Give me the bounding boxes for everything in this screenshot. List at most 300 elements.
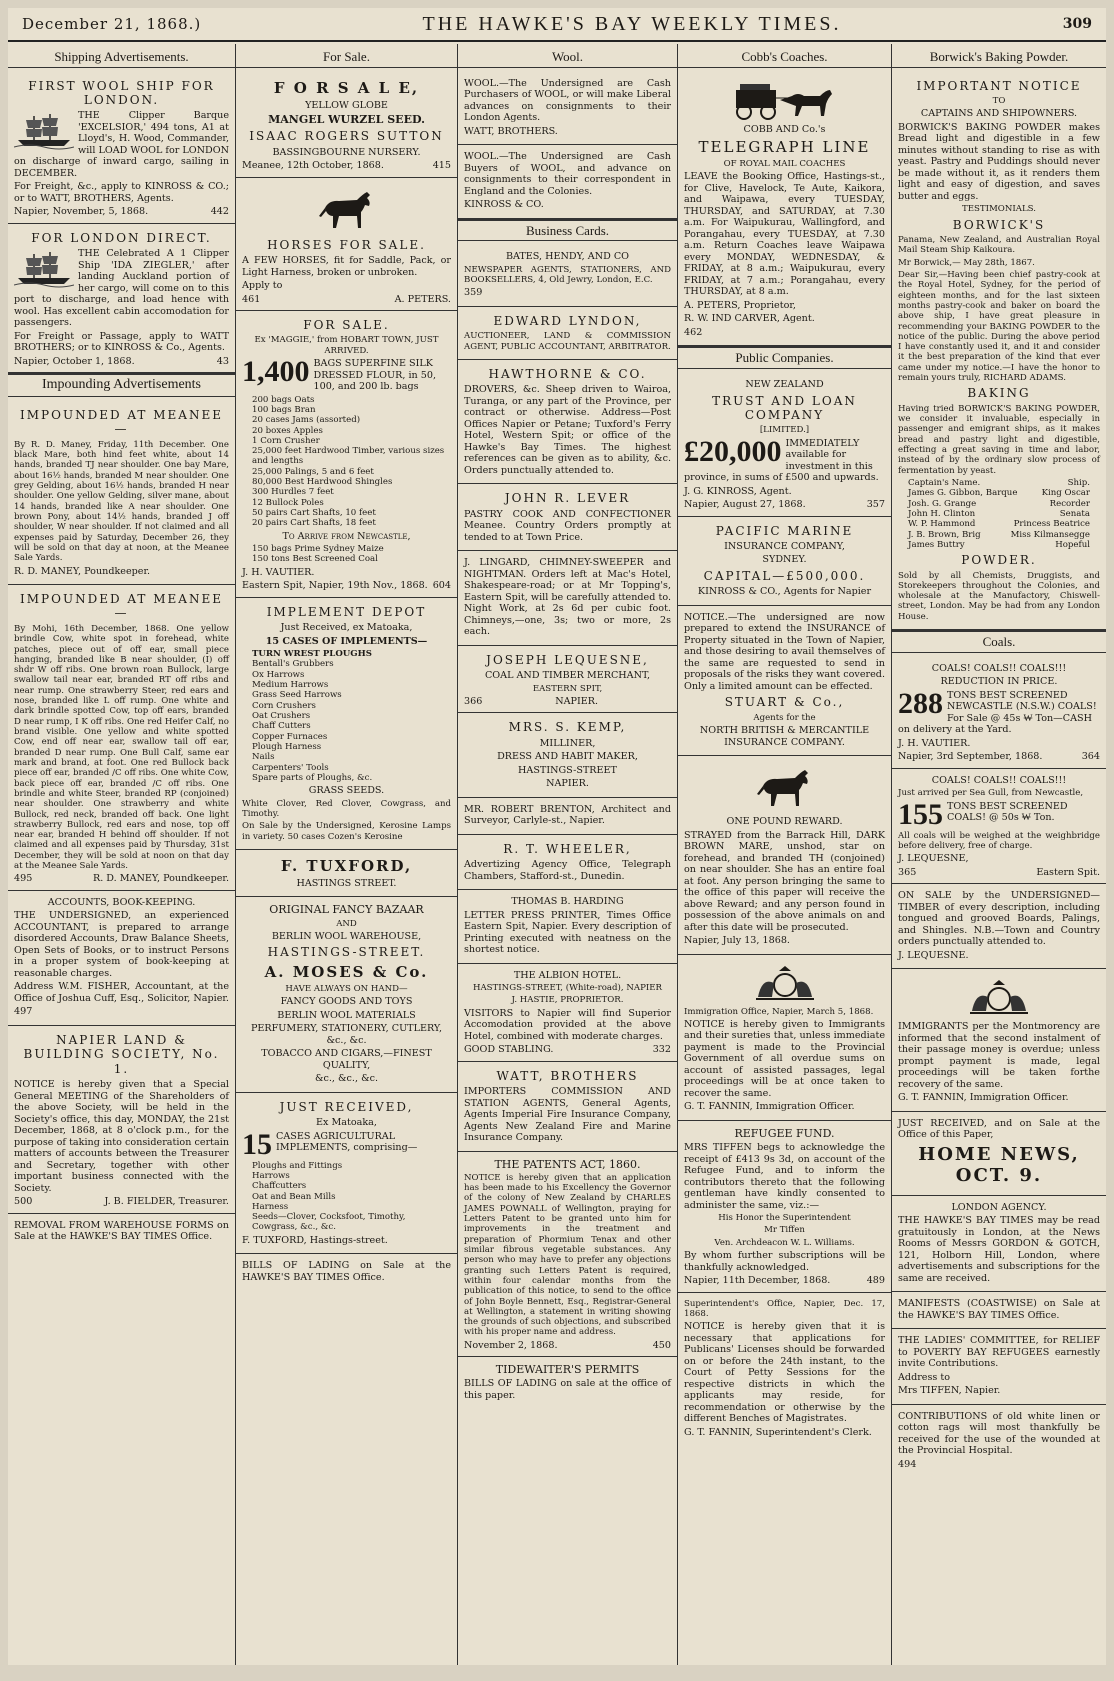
column-1 [8,44,236,1665]
ad-number: 357 [866,499,885,511]
ad-office: Superintendent's Office, Napier, Dec. 17, 1868. [684,1298,885,1319]
ad-signature: J. B. FIELDER, Treasurer. [104,1196,229,1208]
ad-trust-and-loan [678,373,891,517]
captains-table [908,478,1090,550]
ad-baking: BAKING [967,386,1031,401]
ad-street: HASTINGS-STREET. [267,945,426,960]
table-row: John H. Clinton Senata [908,508,1090,519]
ad-coals-lequesne [892,769,1106,884]
newspaper-title: THE HAWKE'S BAY WEEKLY TIMES. [422,12,842,35]
ad-number: 442 [210,206,229,218]
list-item: Ox Harrows [252,669,305,680]
section-heading-business-cards: Business Cards. [458,219,677,242]
ad-body: REMOVAL FROM WAREHOUSE FORMS on Sale at the HAWKE'S BAY TIMES Office. [14,1219,229,1243]
ad-to2: Mr Borwick,— May 28th, 1867. [898,257,1035,268]
ad-number: 43 [216,355,229,367]
section-heading-shipping: Shipping Advertisements. [8,47,235,68]
list-item: 150 bags Prime Sydney Maize [252,544,384,555]
ad-firm: A. MOSES & Co. [264,962,429,981]
ad-heading: FOR SALE. [303,318,390,333]
ad-fancy-bazaar [236,897,457,1092]
item-list [252,395,451,529]
ad-bills-of-lading [236,1254,457,1290]
ad-accounts [8,891,235,1026]
ad-capital: CAPITAL—£500,000. [703,568,866,583]
ad-tail: By whom further subscriptions will be thankfully acknowledged. [684,1250,885,1273]
ad-also: On Sale by the Undersigned, Kerosine Lamps in variety. 50 cases Cozen's Kerosine [242,821,451,842]
ad-town: NAPIER. [555,695,599,707]
ad-wool: BERLIN WOOL WAREHOUSE, [271,930,422,942]
ad-heading: IMPOUNDED AT MEANEE— [20,592,223,621]
table-row: James Buttry Hopeful [908,539,1090,550]
ad-body: Advertizing Agency Office, Telegraph Chambers, Stafford-st., Dunedin. [464,859,671,882]
ad-body: TONS BEST SCREENED NEWCASTLE (N.S.W.) COALS! For Sale @ 45s ₩ Ton—CASH on delivery at the Yard. [898,689,1097,736]
ad-heading: EDWARD LYNDON, [493,313,642,328]
ad-date: November 2, 1868. [464,1339,558,1351]
ad-signature: G. T. FANNIN, Superintendent's Clerk. [684,1426,872,1438]
list-item: 12 Bullock Poles [252,497,324,508]
list-item: Seeds—Clover, Cocksfoot, Timothy, Cowgrass, &c., &c. [252,1212,406,1233]
ad-sub: CAPTAINS AND SHIPOWNERS. [920,108,1078,120]
ad-watt-brothers [458,1062,677,1152]
ad-number: 415 [432,160,451,172]
ad-heading: IMPORTANT NOTICE [916,78,1082,93]
ad-signature: Napier, November, 5, 1868. [14,206,149,218]
list-item: 1 Corn Crusher [252,435,320,446]
section-heading-public-companies: Public Companies. [678,346,891,369]
ad-heading: IMPLEMENT DEPOT [266,604,427,619]
ad-hawthorne [458,360,677,484]
ad-heading: JOHN R. LEVER [504,491,631,506]
ad-tail: All coals will be weighed at the weighbridge before delivery, free of charge. [898,830,1100,851]
ad-heading: COALS! COALS!! COALS!!! [931,662,1067,674]
ad-body: BORWICK'S BAKING POWDER makes Bread light and digestible in a few minutes without standing to rise as with yeast. Pastry and Puddings should never be made without it, as it renders them light and easy of digestion, and saves butter and eggs. [898,121,1100,202]
ad-proprietor: J. HASTIE, PROPRIETOR. [511,995,624,1006]
ad-bates-hendy [458,245,677,307]
ad-immigrants-montmorency [892,969,1106,1112]
ad-body: NEWSPAPER AGENTS, STATIONERS, AND BOOKSELLERS, 4, Old Jewry, London, E.C. [464,264,671,285]
ad-agents: Agents for the [753,712,816,723]
ad-nursery: BASSINGBOURNE NURSERY. [272,146,421,158]
ad-item: MANGEL WURZEL SEED. [268,113,425,127]
ad-sub: OF ROYAL MAIL COACHES [723,159,846,170]
list-item: Mr Tiffen [764,1225,805,1236]
list-item: Chaff Cutters [252,721,311,732]
ad-london-direct [8,224,235,373]
ad-body: NOTICE is hereby given that a Special General MEETING of the Shareholders of the above Society, will be held in the Society's office, this day, MONDAY, the 21st December, 1868, at 8 o'clock p.m., for the purpose of taking into consideration certain matters of accounts between the Treasurer and Secretary, together with other important business connected with the Society. [14,1079,229,1194]
ad-body: WOOL.—The Undersigned are Cash Buyers of WOOL, and advance on consignments to their correspondent in England and the Colonies. [464,151,671,197]
ad-one-pound-reward [678,756,891,955]
list-item: BERLIN WOOL MATERIALS [277,1009,416,1021]
ad-heading: THOMAS B. HARDING [511,896,624,908]
ad-body: MR. ROBERT BRENTON, Architect and Surveyor, Carlyle-st., Napier. [464,803,671,827]
list-item: &c., &c., &c. [314,1073,379,1085]
ad-body: CONTRIBUTIONS of old white linen or cotton rags will most thankfully be received for the use of the wounded at the Provincial Hospital. [898,1410,1100,1457]
column-5 [892,44,1106,1665]
horse-icon [753,764,817,812]
ad-heading: R. T. WHEELER, [503,841,632,856]
ad-heading: JUST RECEIVED, [279,1099,414,1114]
ad-place: EASTERN SPIT, [532,683,603,694]
ad-address: Address W.M. FISHER, Accountant, at the Office of Joshua Cuff, Esq., Solicitor, Napier. [14,981,229,1004]
ad-heading: ONE POUND REWARD. [726,816,843,828]
ad-heading: PACIFIC MARINE [715,523,854,538]
ad-heading: JOSEPH LEQUESNE, [486,652,649,667]
ad-address: HASTINGS-STREET, (White-road), NAPIER [472,983,663,994]
ad-body: BILLS OF LADING on Sale at the HAWKE'S BAY TIMES Office. [242,1260,451,1283]
section-heading-cobbs-coaches: Cobb's Coaches. [678,47,891,68]
ad-apply: Apply to [242,280,283,292]
ad-ship: Ex 'MAGGIE,' from HOBART TOWN, JUST ARRIVED. [254,335,439,356]
ad-brenton [458,798,677,835]
ad-signature: R. D. MANEY, Poundkeeper. [14,565,151,577]
ad-body: J. LINGARD, CHIMNEY-SWEEPER and NIGHTMAN. Orders left at Mac's Hotel, Shakespeare-road; or at Mr Topping's, Eastern Spit, will be carefully attended to. Night Work, at 2s 6d per cubic foot. Chimneys,—one, 3s; two or more, 2s each. [464,557,671,638]
list-item: TURN WREST PLOUGHS [252,649,372,660]
royal-crest-icon [964,977,1034,1017]
ad-body: MRS TIFFEN begs to acknowledge the receipt of £413 9s 3d, on account of the Refugee Fund, and to inform the contributors thereto that the following gentleman have kindly consented to administer the same, viz.:— [684,1142,885,1211]
ad-body: A FEW HORSES, fit for Saddle, Pack, or Light Harness, broken or unbroken. [242,255,451,278]
ad-heading: ORIGINAL FANCY BAZAAR [269,903,424,917]
ad-date: Napier, July 13, 1868. [684,935,790,947]
ad-heading: NAPIER LAND & BUILDING SOCIETY, No. 1. [23,1032,220,1076]
issue-date: December 21, 1868.) [22,15,202,33]
ad-number: 604 [432,580,451,592]
list-item: Spare parts of Ploughs, &c. [252,772,373,783]
ad-signature: Mrs TIFFEN, Napier. [898,1385,1001,1397]
ad-sold: Sold by all Chemists, Druggists, and Storekeepers throughout the Colonies, and wholesale at the Manufactory, Chiswell-street, London. May be had from any London House. [898,570,1100,622]
ad-ladies-committee [892,1329,1106,1405]
ad-insurance-notice [678,606,891,756]
ad-body: THE Celebrated A 1 Clipper Ship 'IDA ZIEGLER,' after landing Auckland portion of her cargo, will come on to this port to discharge, and load hence with wool. Has excellent cabin accomodation for passengers. [14,248,229,329]
ad-body: IMMIGRANTS per the Montmorency are informed that the second instalment of their passage money is overdue; unless prompt payment is made, legal proceedings will be taken forthe recovery of the same. [898,1021,1100,1090]
ad-body: IMMEDIATELY available for investment in this province, in sums of £500 and upwards. [684,437,879,484]
list-item: Ploughs and Fittings [252,1160,343,1171]
ad-signature: J. H. VAUTIER. [242,566,315,578]
columns [8,44,1106,1665]
table-row: James G. Gibbon, Barque King Oscar [908,488,1090,499]
ad-quantity: 155 [898,800,943,829]
ad-heading: TRUST AND LOAN COMPANY [712,393,857,422]
ad-line: INSURANCE COMPANY, [724,540,845,552]
ad-heading: ACCOUNTS, BOOK-KEEPING. [47,896,196,908]
list-item: 20 pairs Cart Shafts, 18 feet [252,518,376,529]
ad-heading: HAWTHORNE & CO. [488,366,647,381]
ad-pacific-marine [678,517,891,606]
page-number: 309 [1062,16,1092,32]
ad-number: 364 [1081,751,1100,763]
newspaper-page [8,8,1106,1665]
ad-london-agency [892,1196,1106,1293]
ad-sub: REDUCTION IN PRICE. [940,676,1058,688]
ad-signature: Napier, October 1, 1868. [14,355,135,367]
ad-wheeler [458,835,677,890]
ad-name: F. TUXFORD, [280,856,413,875]
ad-body: THE LADIES' COMMITTEE, for RELIEF to POVERTY BAY REFUGEES earnestly invite Contributions. [898,1335,1100,1370]
item-list [252,1161,451,1233]
ad-albion-hotel [458,964,677,1062]
ad-cases: 15 CASES OF IMPLEMENTS— [265,635,428,647]
ad-line: SYDNEY. [762,554,807,566]
ad-number: 500 [14,1196,33,1208]
ad-quantity: 1,400 [242,358,310,389]
masthead [8,8,1106,42]
ad-company: NORTH BRITISH & MERCANTILE INSURANCE COMPANY. [699,725,870,748]
ad-heading: MRS. S. KEMP, [508,720,627,735]
ad-seedlist: White Clover, Red Clover, Cowgrass, and Timothy. [242,798,451,820]
ad-heading: F O R S A L E, [273,78,420,97]
ad-harding [458,890,677,964]
ad-firm: STUART & Co., [724,695,845,710]
ad-powder: POWDER. [961,553,1037,568]
column-2 [236,44,458,1665]
ad-quantity: 288 [898,689,943,720]
ad-number: 365 [898,866,917,878]
ad-signature: J. LEQUESNE. [898,949,969,961]
ad-impounded-2 [8,585,235,891]
list-item: Bentall's Grubbers [252,659,334,670]
ad-body: WOOL.—The Undersigned are Cash Purchasers of WOOL, or will make Liberal advances on consignments to their London Agents. [464,77,671,124]
ad-body: By Mohi, 16th December, 1868. One yellow brindle Cow, white spot in forehead, white patches, piece out of off ear, small piece hanging, branded like B near shoulder, (I) off shdr W off ribs. One brown roan Bullock, large swallow tail near ear, branded RT off ribs and near rump. One strawberry Steer, red ears and nose, branded like L off rump. One white and dark brindle spotted Cow, top off ears, branded D near rump, I K off ribs. One red Heifer Calf, no brand visible. One yellow and white spotted Cow, end off near ear, swallow tail off ear, branded D near rump. One Bull Calf, same ear mark and brand, at foot. One red Bullock back piece off ear, branded /C off ribs. One white Cow, back piece off ear, branded /C off ribs. One brindle and white Steer, branded RP (conjoined) near shoulder. One strawberry and white Bullock, red neck, branded off back. One light strawberry Bullock, red ears and nose, top off near ear, branded H behind off shoulder. If not claimed and all expenses paid by Thursday, 31st December, they will be sold at noon on that day at the Meanee Sale Yards. [14,623,229,872]
list-item: Harness [252,1201,289,1212]
ad-first-wool-ship [8,72,235,224]
ad-testimonials: TESTIMONIALS. [961,204,1036,215]
ad-body: THE HAWKE'S BAY TIMES may be read gratuitously in London, at the News Rooms of Messrs GORDON & GOTCH, 121, Holborn Hill, London, where advertisements and subscriptions for the same are received. [898,1215,1100,1284]
ad-arrived: Just arrived per Sea Gull, from Newcastle, [898,788,1084,799]
list-item: Nails [252,752,275,763]
ad-horses-for-sale [236,178,457,311]
ad-mrs-kemp [458,713,677,797]
ad-heading: FOR LONDON DIRECT. [31,230,212,245]
ad-seeds: GRASS SEEDS. [308,785,385,797]
ad-freight: For Freight, &c., apply to KINROSS & CO.; or to WATT, BROTHERS, Agents. [14,181,229,204]
list-item: Oat and Bean Mills [252,1191,336,1202]
ad-number: 497 [14,1006,33,1018]
ad-body: NOTICE.—The undersigned are now prepared to extend the INSURANCE of Property situated in the Town of Napier, and those desiring to avail themselves of the same are requested to send in proposals of the risks they want covered. Only a limited amount can be effected. [684,611,885,692]
ad-received: Just Received, ex Matoaka, [280,622,413,634]
ad-patents-act [458,1152,677,1358]
ad-line: MILLINER, [539,737,596,749]
list-item: 20 cases Jams (assorted) [252,415,361,426]
section-heading-impounding: Impounding Advertisements [8,373,235,397]
table-row: J. B. Brown, Brig Miss Kilmansegge [908,529,1090,540]
ad-number: 489 [866,1275,885,1287]
table-row: Josh. G. Grange Recorder [908,498,1090,509]
list-item: Chaffcutters [252,1181,307,1192]
ad-amount: £20,000 [684,437,782,468]
ad-for-sale-maggie [236,311,457,598]
ad-brand: BORWICK'S [952,217,1046,232]
ad-wool-watt [458,72,677,146]
ad-signature: Meanee, 12th October, 1868. [242,160,384,172]
ad-signature: WATT, BROTHERS. [464,125,558,137]
ad-line: NEW ZEALAND [745,379,824,390]
ad-office: Immigration Office, Napier, March 5, 1868. [684,1006,874,1017]
ad-line: NAPIER. [546,778,589,790]
ad-and: AND [336,918,357,929]
item-list [252,649,451,783]
ad-heading: IMPOUNDED AT MEANEE— [20,408,223,437]
ad-body: IMPORTERS COMMISSION AND STATION AGENTS, General Agents, Agents Imperial Fire Insurance Company, Agents New Zealand Fire and Marine Insurance Company. [464,1086,671,1144]
list-item: Medium Harrows [252,680,329,691]
ad-line: HASTINGS-STREET [518,764,617,776]
list-item: 100 bags Bran [252,404,316,415]
table-row: W. P. Hammond Princess Beatrice [908,519,1090,530]
list-item: Oat Crushers [252,711,311,722]
ad-body: LETTER PRESS PRINTER, Times Office Eastern Spit, Napier. Every description of Printing executed with neatness on the shortest notice. [464,909,671,956]
ad-body: STRAYED from the Barrack Hill, DARK BROWN MARE, unshod, star on forehead, and branded TH (conjoined) on near shoulder. She has an entire foal at foot. Any person bringing the same to the office of this paper will receive the above Reward; and any person found in possession of the above animals on and after this date will be prosecuted. [684,829,885,933]
ad-tidewaiters-permits [458,1357,677,1408]
ad-contributions [892,1405,1106,1478]
royal-crest-icon [750,963,820,1003]
horse-icon [315,186,379,234]
ad-place: Eastern Spit. [1036,866,1100,878]
ad-heading: LONDON AGENCY. [951,1201,1047,1213]
section-heading-coals: Coals. [892,630,1106,653]
ad-agents: KINROSS & CO., Agents for Napier [697,586,872,598]
ad-signature: F. TUXFORD, Hastings-street. [242,1234,388,1246]
ad-flour: BAGS SUPERFINE SILK DRESSED FLOUR, in 50, 100, and 200 lb. bags [313,358,436,393]
ad-proprietor: A. PETERS, Proprietor, [684,299,796,311]
ad-heading: COALS! COALS!! COALS!!! [931,774,1067,786]
ad-number: 359 [464,287,483,299]
ad-place: Eastern Spit, Napier, 19th Nov., 1868. [242,580,428,592]
list-item: 20 boxes Apples [252,425,323,436]
ad-just-received [236,1093,457,1255]
ad-place: Napier, August 27, 1868. [684,499,806,511]
list-item: TOBACCO AND CIGARS,—FINEST QUALITY, [261,1048,432,1071]
ad-refugee-fund [678,1121,891,1293]
list-item: Corn Crushers [252,700,316,711]
ad-publicans-licenses [678,1293,891,1446]
ad-signature: J. LEQUESNE, [898,853,969,865]
list-item: Harrows [252,1170,290,1181]
ad-timber-lequesne [892,884,1106,969]
ad-body: PASTRY COOK AND CONFECTIONER Meanee. Country Orders promptly at tended to at Town Price. [464,508,671,543]
section-heading-borwick: Borwick's Baking Powder. [892,47,1106,68]
ad-letter: Dear Sir,—Having been chief pastry-cook at the Royal Hotel, Sydney, for the period of eighteen months, and for the last sixteen months pastry-cook and baker on board the above ship, I have great pleasure in recommending your BAKING POWDER to the notice of the public. During the above period I have constantly used it, and it and consider it the best preparation of the kind that ever came under my notice.—I have the honor to remain yours truly, RICHARD ADAMS. [898,269,1100,384]
ad-heading: WATT, BROTHERS [496,1068,639,1083]
ad-street: HASTINGS STREET. [296,877,397,889]
ad-to: TO [992,95,1006,106]
ad-heading: BATES, HENDY, AND CO [505,251,630,263]
ad-sub: COAL AND TIMBER MERCHANT, [484,670,651,681]
ad-lingard [458,551,677,646]
ad-manifests [892,1292,1106,1329]
ad-john-lever [458,484,677,551]
ad-signature: J. H. VAUTIER. [898,737,971,749]
ad-line: [LIMITED.] [759,425,810,436]
list-item: 150 tons Best Screened Coal [252,554,378,565]
list-item: His Honor the Superintendent [718,1213,851,1224]
ad-body: LEAVE the Booking Office, Hastings-st., for Clive, Havelock, Te Aute, Kaikora, and Waipawa, every TUESDAY, THURSDAY, and SATURDAY, at 7.30 a.m. For Waipukurau, Wallingford, and Porangahau, every TUESDAY, at 7.30 a.m. Return Coaches leave Waipawa every MONDAY, WEDNESDAY, & FRIDAY, at 8 a.m.; Waipukurau, every FRIDAY, at 7 a.m.; Porangahau, every THURSDAY, at 8 a.m. [684,171,885,298]
ad-signature: KINROSS & CO. [464,199,544,211]
ad-heading: TIDEWAITER'S PERMITS [495,1363,640,1377]
ad-tuxford [236,850,457,898]
list-item: 300 Hurdles 7 feet [252,487,334,498]
ad-heading: HORSES FOR SALE. [267,237,426,252]
ad-place: Panama, New Zealand, and Australian Royal Mail Steam Ship Kaikoura. [898,235,1100,256]
list-item: 200 bags Oats [252,394,315,405]
ad-firm: ISAAC ROGERS SUTTON [249,129,444,144]
ad-body: DROVERS, &c. Sheep driven to Wairoa, Turanga, or any part of the Province, per contract or otherwise. Address—Post Offices Napier or Petane; Tuxford's Ferry Hotel, Western Spit; or office of the Hawke's Bay Times. The highest references can be given as to ability, &c. Orders punctually attended to. [464,384,671,476]
ad-place: Napier, 3rd September, 1868. [898,751,1043,763]
ad-land-building-society [8,1026,235,1214]
list-item: Ven. Archdeacon W. L. Williams. [714,1237,855,1248]
ad-heading: REFUGEE FUND. [734,1126,835,1140]
list-item: 80,000 Best Hardwood Shingles [252,477,393,488]
ad-body: NOTICE is hereby given to Immigrants and their sureties that, unless immediate payment is made to the Provincial Government of all overdue sums on account of assisted passages, legal proceedings will be at once taken to recover the same. [684,1018,885,1099]
ad-body: CASES AGRICULTURAL IMPLEMENTS, comprising— [276,1130,418,1154]
ad-body: NOTICE is hereby given that an application has been made to his Excellency the Governor of the colony of New Zealand by CHARLES JAMES POWNALL of Wellington, praying for Letters Patent to be granted unto him for improvements in the treatment and preparation of Phormium Tenax and other similar fibrous vegetable substances. Any person who may have to prefer any objections granting such Letters Patent is required, within four calendar months from the publication of this notice, to send to the office of John Boyle Bennett, Esq., Registrar-General at Wellington, a statement in writing showing the grounds of such objections, and subscribed with his proper name and address. [464,1172,671,1338]
ad-heading: FIRST WOOL SHIP FOR LONDON. [28,78,215,107]
ad-body2: Having tried BORWICK'S BAKING POWDER, we consider it invaluable, especially in passenger and emigrant ships, as it makes bread and pastry light and digestible, effecting a great saving in time and labor, instead of by the ordinary slow process of fermentation by yeast. [898,403,1100,476]
ad-body: JUST RECEIVED, and on Sale at the Office of this Paper, [898,1117,1100,1141]
ad-body: BILLS OF LADING on sale at the office of this paper. [464,1378,671,1401]
ad-body: By R. D. Maney, Friday, 11th December. One black Mare, both hind feet white, about 14 hands, branded TJ near shoulder. One bay Mare, about 16½ hands, branded M near shoulder. One grey Gelding, about 16½ hands, branded H near shoulder. One yellow Gelding, silver mane, about 14 hands, branded like A near shoulder. One brown Pony, about 14½ hands, branded J off shoulder, W near shoulder. If not claimed and all expenses paid by Saturday, December 26, they will be sold on that day at noon, at the Meanee Sale Yards. [14,439,229,564]
ad-removal-forms [8,1214,235,1250]
ad-agent: R. W. IND CARVER, Agent. [684,313,815,325]
ad-arrive: To Arrive from Newcastle, [282,530,411,542]
column-3 [458,44,678,1665]
ship-icon [14,250,74,288]
ad-body: ON SALE by the UNDERSIGNED—TIMBER of every description, including tongued and grooved Boards, Palings, and Shingles. N.B.—Town and Country orders punctually attended to. [898,890,1100,948]
list-item: 25,000 Palings, 5 and 6 feet [252,466,374,477]
section-heading-wool: Wool. [458,47,677,68]
ad-number: 450 [652,1339,671,1351]
item-list [252,544,451,565]
ad-heading: TELEGRAPH LINE [698,138,871,157]
list-item: FANCY GOODS AND TOYS [280,996,413,1008]
ad-firm: COBB AND Co.'s [743,123,826,135]
ad-date: Napier, 11th December, 1868. [684,1275,831,1287]
ad-number: 462 [684,326,703,338]
ad-heading: THE PATENTS ACT, 1860. [494,1157,641,1171]
list-item: Carpenters' Tools [252,762,329,773]
column-4 [678,44,892,1665]
ad-body: TONS BEST SCREENED COALS! @ 50s ₩ Ton. [947,800,1068,823]
ad-body: VISITORS to Napier will find Superior Accomodation provided at the above Hotel, combined with moderate charges. [464,1007,671,1042]
ad-signature: G. T. FANNIN, Immigration Officer. [684,1101,855,1113]
ad-heading: THE ALBION HOTEL. [513,969,622,981]
ad-signature: R. D. MANEY, Poundkeeper. [92,873,229,885]
list-item: 25,000 feet Hardwood Timber, various sizes and lengths [252,446,445,467]
ad-ex: Ex Matoaka, [316,1117,377,1129]
ad-number: 495 [14,873,33,885]
ad-signature: A. PETERS. [394,293,451,305]
ad-body: MANIFESTS (COASTWISE) on Sale at the HAWKE'S BAY TIMES Office. [898,1298,1100,1321]
list-item: 50 pairs Cart Shafts, 10 feet [252,508,376,519]
list-item: Copper Furnaces [252,731,328,742]
ad-freight: For Freight or Passage, apply to WATT BROTHERS; or to KINROSS & Co., Agents. [14,330,229,354]
list-item: PERFUMERY, STATIONERY, CUTLERY, &c., &c. [250,1023,443,1046]
ad-home-news [892,1112,1106,1196]
ad-borwick-baking-powder [892,72,1106,631]
ad-quantity: 15 [242,1130,272,1159]
section-heading-for-sale: For Sale. [236,47,457,68]
ad-impounded-1 [8,401,235,585]
ad-cobb-coaches [678,72,891,347]
ad-signature: G. T. FANNIN, Immigration Officer. [898,1092,1069,1104]
ad-number: 366 [464,695,483,707]
ad-number: 494 [898,1458,917,1470]
ad-edward-lyndon [458,307,677,360]
table-row: Captain's Name. Ship. [908,477,1090,488]
ad-number: 332 [652,1044,671,1056]
ad-body: THE Clipper Barque 'EXCELSIOR,' 494 tons, A1 at Lloyd's, H. Wood, Commander, will LOAD WOOL for LONDON on discharge of inward cargo, sailing in DECEMBER. [14,110,229,179]
ad-body: NOTICE is hereby given that it is necessary that applications for Publicans' Licenses should be forwarded on or before the 24th instant, to the Court of Petty Sessions for the respective districts in which the applicants may reside, for recommendation or otherwise by the different Benches of Magistrates. [684,1321,885,1425]
ad-address: Address to [898,1371,951,1383]
ad-lequesne [458,646,677,714]
